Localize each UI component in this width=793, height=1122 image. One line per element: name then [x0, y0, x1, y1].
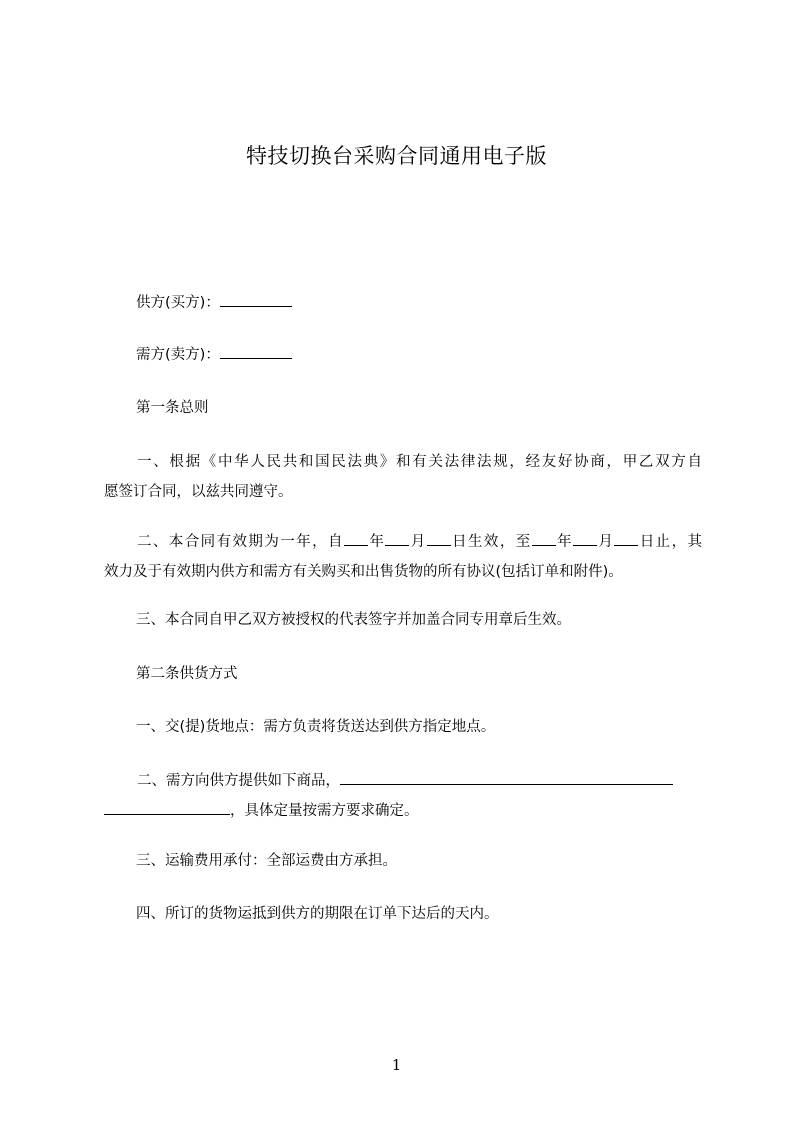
- article1-heading: 第一条总则: [136, 400, 209, 416]
- item2-year1: 年: [367, 534, 386, 550]
- supplier-blank: [220, 291, 292, 307]
- article2-heading: 第二条供货方式: [136, 666, 238, 682]
- start-year-blank: [344, 530, 368, 546]
- item2-month1: 月: [409, 534, 427, 550]
- start-month-blank: [385, 530, 409, 546]
- article1-item1: [104, 447, 702, 507]
- article1-item3: 三、本合同自甲乙双方被授权的代表签字并加盖合同专用章后生效。: [136, 612, 571, 628]
- article2-item1: 一、交(提)货地点：需方负责将货送达到供方指定地点。: [136, 719, 496, 735]
- article1-item2: [104, 527, 702, 587]
- start-day-blank: [427, 530, 451, 546]
- end-month-blank: [573, 530, 597, 546]
- buyer-line: [136, 343, 292, 365]
- article1-item2-line2: 效力及于有效期内供方和需方有关购买和出售货物的所有协议(包括订单和附件)。: [104, 564, 623, 580]
- item2-day2: 日止，其: [638, 534, 703, 550]
- buyer-blank: [220, 343, 292, 359]
- end-year-blank: [532, 530, 556, 546]
- page-number: 1: [391, 1056, 402, 1074]
- article1-item2-line1: [104, 527, 702, 557]
- article2-item2-line2: [104, 803, 419, 819]
- item2-text-start: 二、本合同有效期为一年，自: [137, 534, 344, 550]
- article2-item4: 四、所订的货物运抵到供方的期限在订单下达后的天内。: [136, 906, 499, 922]
- buyer-label: 需方(卖方)：: [136, 347, 220, 363]
- goods-blank-line2: [104, 799, 230, 815]
- article2-item2: [104, 766, 702, 826]
- supplier-label: 供方(买方)：: [136, 295, 220, 311]
- item2-year2: 年: [555, 534, 573, 550]
- article1-item1-line1: 一、根据《中华人民共和国民法典》和有关法律法规，经友好协商，甲乙双方自: [137, 454, 702, 470]
- end-day-blank: [614, 530, 638, 546]
- article1-item1-line2: 愿签订合同，以兹共同遵守。: [104, 484, 293, 500]
- document-title: 特技切换台采购合同通用电子版: [246, 144, 547, 168]
- item2-goods-suffix: ，具体定量按需方要求确定。: [230, 803, 419, 819]
- goods-blank-line1: [340, 769, 673, 785]
- item2-month2: 月: [597, 534, 615, 550]
- item2-goods-label: 二、需方向供方提供如下商品，: [137, 773, 340, 789]
- article2-item2-line1: [104, 766, 702, 796]
- item2-day1: 日生效，至: [450, 534, 532, 550]
- article2-item3: 三、运输费用承付：全部运费由方承担。: [136, 853, 397, 869]
- supplier-line: [136, 291, 292, 313]
